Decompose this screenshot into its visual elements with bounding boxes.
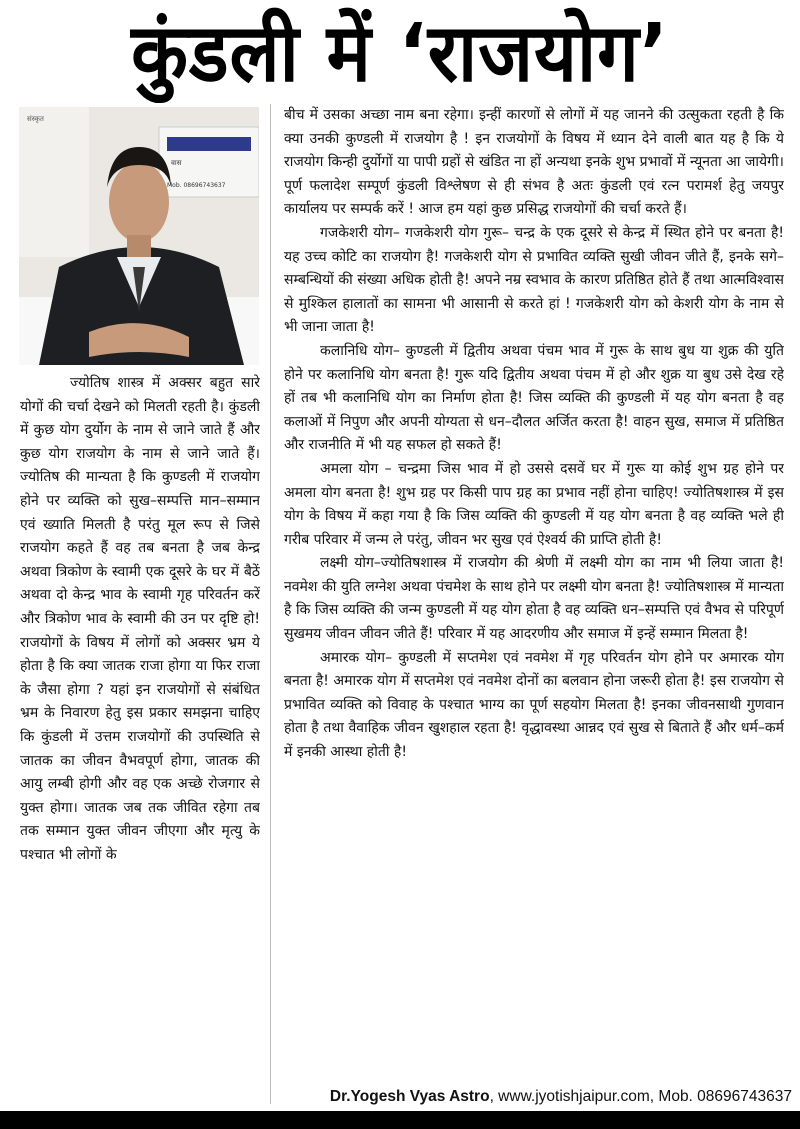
author-photo [19,107,259,365]
sign-text-2: वास [171,159,182,167]
right-article-column [284,104,784,1104]
author-name: Dr.Yogesh Vyas Astro [329,1088,490,1105]
headline-banner [0,0,800,98]
amala-yoga-paragraph: अमला योग – चन्द्रमा जिस भाव में हो उससे दसवें घर में गुरू या कोई शुभ ग्रह होने पर अमला योग बनता है! शुभ ग्रह पर किसी पाप ग्रह का प्रभाव नहीं होना चाहिए! ज्योतिषशास्त्र में इस योग के विषय में कहा गया है कि जिस व्यक्ति की कुण्डली में यह योग बनता है वह व्यक्ति भले ही गरीब परिवार में जन्म ले परंतु, जीवन भर सुख एवं ऐश्वर्य की प्राप्ति होती है! [284,460,784,548]
gajakesari-yoga-paragraph: गजकेशरी योग– गजकेशरी योग गुरू– चन्द्र के एक दूसरे से केन्द्र में स्थित होने पर बनता है! यह उच्च कोटि का राजयोग है! गजकेशरी योग से प्रभावित व्यक्ति सुखी जीवन जीते हैं, इनके सगे–सम्बन्धियों की संख्या अधिक होती है! अपने नम्र स्वभाव के कारण प्रतिष्ठित होते हैं तथा आत्मविश्वास से मुश्किल हालातों का सामना भी आसानी से करते हां ! गजकेशरी योग को केशरी योग के नाम से भी जाना जाता है! [284,224,784,336]
left-article-column [20,372,260,1102]
bottom-rule [0,1111,800,1129]
lakshmi-yoga-paragraph: लक्ष्मी योग–ज्योतिषशास्त्र में राजयोग की श्रेणी में लक्ष्मी योग का नाम भी लिया जाता है! नवमेश की युति लग्नेश अथवा पंचमेश के साथ होने पर लक्ष्मी योग बनता है! ज्योतिषशास्त्र में मान्यता है कि जिस व्यक्ति की जन्म कुण्डली में यह योग होता है वह व्यक्ति धन–सम्पत्ति एवं वैभव से परिपूर्ण सुखमय जीवन जीवन जीते हैं! परिवार में यह आदरणीय और समाज में इन्हें सम्मान मिलता है! [284,555,784,643]
column-divider [270,104,271,1104]
intro-continuation: बीच में उसका अच्छा नाम बना रहेगा। इन्हीं कारणों से लोगों में यह जानने की उत्सुकता रहती है कि क्या उनकी कुण्डली में राजयोग है ! इन राजयोगों के विषय में ध्यान देने वाली बात यह है कि ये राजयोग किन्ही दुर्योगों या पापी ग्रहों से खंडित ना हों अन्यथा इनके शुभ प्रभावों में न्यूनता आ जायेगी। पूर्ण फलादेश सम्पूर्ण कुंडली विश्लेषण से ही संभव है अतः कुंडली एवं रत्न परामर्श हेतु जयपुर कार्यालय पर सम्पर्क करें ! आज हम यहां कुछ प्रसिद्ध राजयोगों की चर्चा करते हैं। [284,107,784,218]
kalanidhi-yoga-paragraph: कलानिधि योग– कुण्डली में द्वितीय अथवा पंचम भाव में गुरू के साथ बुध या शुक्र की युति होने पर कलानिधि योग बनता है! गुरू यदि द्वितीय अथवा पंचम में हो और शुक्र या बुध उसे देख रहे हों तब भी कलानिधि योग का निर्माण होता है! जिस व्यक्ति की कुण्डली में यह योग बनता है वह कलाओं में निपुण और अपनी योग्यता से धन–दौलत अर्जित करता है! वाहन सुख, समाज में प्रतिष्ठित और राजनीति में भी यह सफल हो सकते हैं! [284,342,784,454]
author-credit [282,1086,792,1108]
sign-text-3: Mob. 08696743637 [167,182,226,189]
author-portrait-image [19,107,259,365]
sign-text-1: संस्कृत [27,115,44,123]
author-website: , www.jyotishjaipur.com [489,1088,650,1105]
amarak-yoga-paragraph: अमारक योग– कुण्डली में सप्तमेश एवं नवमेश में गृह परिवर्तन योग होने पर अमारक योग बनता है! अमारक योग में सप्तमेश एवं नवमेश दोनों का बलवान होना जरूरी होता है! इस राजयोग से प्रभावित व्यक्ति को विवाह के पश्चात भाग्य का पूर्ण सहयोग मिलता है! इनका जीवनसाथी गुणवान होता है तथा वैवाहिक जीवन खुशहाल रहता है! वृद्धावस्था आन्नद एवं सुख से बिताते हैं और धर्म–कर्म में इनकी आस्था होती है! [284,649,784,761]
author-mobile: , Mob. 08696743637 [649,1088,792,1105]
article-title: कुंडली में ‘राजयोग’ [131,6,669,100]
left-column-text: ज्योतिष शास्त्र में अक्सर बहुत सारे योगों की चर्चा देखने को मिलती रहती है। कुंडली में कुछ योग दुर्योग के नाम से जाने जाते हैं और कुछ योग राजयोग के नाम से जाने जाते हैं। ज्योतिष की मान्यता है कि कुण्डली में राजयोग होने पर व्यक्ति को सुख–सम्पत्ति मान–सम्मान एवं ख्याति मिलती है परंतु मूल रूप से जिसे राजयोग कहते हैं वह तब बनता है जब केन्द्र अथवा त्रिकोण के स्वामी एक दूसरे के घर में बैठें अथवा दो केन्द्र भाव के स्वामी गृह परिवर्तन करें और त्रिकोण भाव के स्वामी की उन पर दृष्टि हो! राजयोगों के विषय में लोगों को अक्सर भ्रम ये होता है कि क्या जातक राजा होगा या फिर राजा के जैसा होगा ? यहां इन राजयोगों से संबंधित भ्रम के निवारण हेतु इस प्रकार समझना चाहिए कि कुंडली में उत्तम राजयोगों की उपस्थिति से जातक का जीवन वैभवपूर्ण होगा, जातक की आयु लम्बी होगी और वह एक अच्छे रोजगार से युक्त होगा। जातक जब तक जीवित रहेगा तब तक सम्मान युक्त जीवन जीएगा और मृत्यु के पश्चात भी लोगों के [20,375,260,863]
